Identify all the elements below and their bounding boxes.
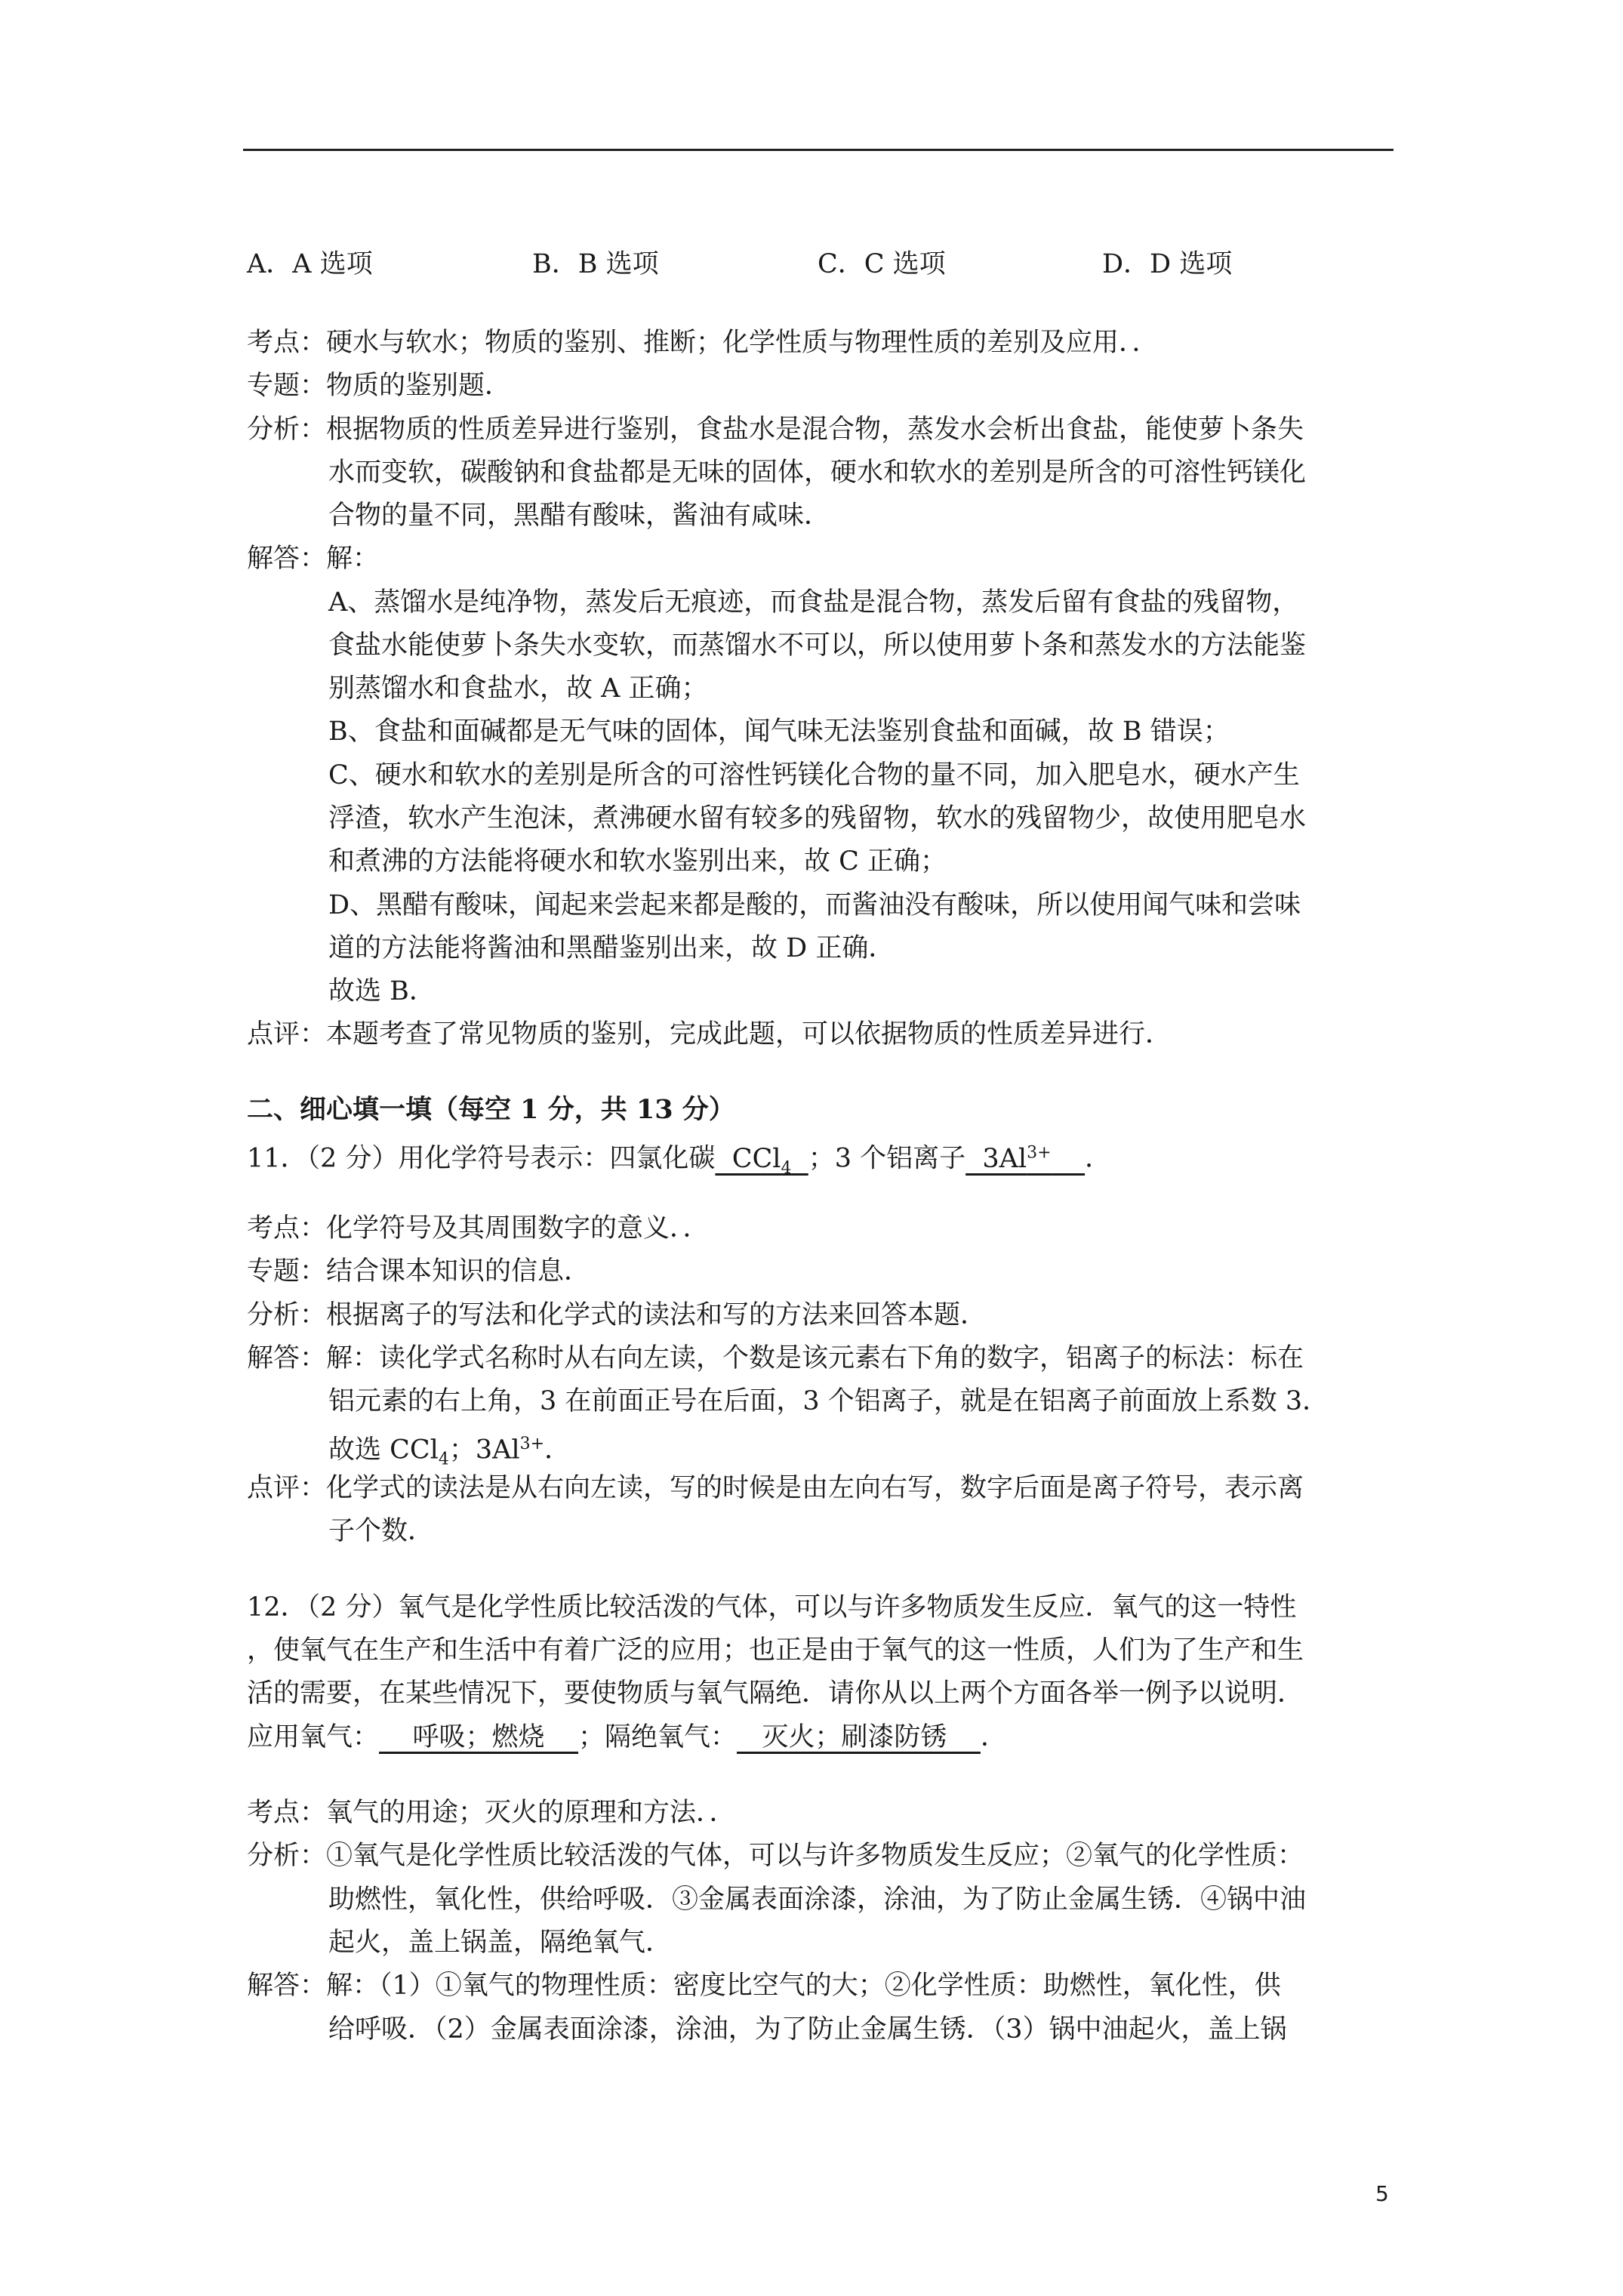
- q12-fenxi-1: 分析：①氧气是化学性质比较活泼的气体，可以与许多物质发生反应；②氧气的化学性质：: [247, 1841, 1304, 1871]
- q11-stem-a: 11．（2 分）用化学符号表示：四氯化碳: [247, 1143, 716, 1174]
- q10-jieda: 解答：解：: [247, 544, 380, 574]
- q12-use-label: 应用氧气：: [247, 1722, 380, 1752]
- q12-stem-3: 活的需要，在某些情况下，要使物质与氧气隔绝．请你从以上两个方面各举一例予以说明．: [247, 1678, 1304, 1709]
- q11-kaodian: 考点：化学符号及其周围数字的意义．．: [247, 1213, 710, 1244]
- q10-fenxi-1: 分析：根据物质的性质差异进行鉴别，食盐水是混合物，蒸发水会析出食盐，能使萝卜条失: [247, 415, 1304, 445]
- q10-fenxi-3: 合物的量不同，黑醋有酸味，酱油有咸味．: [328, 501, 831, 531]
- q12-end: ．: [980, 1722, 1007, 1752]
- section-heading: 二、细心填一填（每空 1 分，共 13 分）: [247, 1094, 735, 1125]
- q11-xuan-sup: 3+: [519, 1435, 545, 1453]
- q11-jieda-2: 铝元素的右上角，3 在前面正号在后面，3 个铝离子，就是在铝离子前面放上系数 3．: [328, 1386, 1329, 1416]
- page-number: 5: [1375, 2181, 1389, 2206]
- q10-dianping: 点评：本题考查了常见物质的鉴别，完成此题，可以依据物质的性质差异进行．: [247, 1019, 1172, 1049]
- q12-isolate-label: ；隔绝氧气：: [578, 1722, 738, 1752]
- q11-stem-c: ．: [1085, 1143, 1112, 1174]
- q11-xuan-sub: 4: [438, 1450, 449, 1469]
- q12-answer-line: [247, 1717, 1007, 1758]
- q11-ans1-text: CCl: [715, 1143, 781, 1174]
- q11-answer-ccl4: [715, 1143, 808, 1178]
- q12-fenxi-3: 起火，盖上锅盖，隔绝氧气．: [328, 1928, 673, 1958]
- q11-fenxi: 分析：根据离子的写法和化学式的读法和写的方法来回答本题．: [247, 1300, 987, 1330]
- option-d: D．D 选项: [1102, 249, 1233, 279]
- option-b: B．B 选项: [532, 249, 659, 279]
- q10-xuan: 故选 B．: [328, 976, 436, 1006]
- q11-zhuanti: 专题：结合课本知识的信息．: [247, 1256, 591, 1287]
- q11-xuan-pre: 故选 CCl: [328, 1435, 439, 1465]
- q10-fenxi-2: 水而变软，碳酸钠和食盐都是无味的固体，硬水和软水的差别是所含的可溶性钙镁化: [328, 458, 1307, 488]
- q11-xuan-post: ．: [544, 1435, 571, 1465]
- q12-stem-1: 12．（2 分）氧气是化学性质比较活泼的气体，可以与许多物质发生反应．氧气的这一特性: [247, 1592, 1297, 1623]
- q12-jieda-2: 给呼吸．（2）金属表面涂漆，涂油，为了防止金属生锈．（3）锅中油起火，盖上锅: [328, 2014, 1287, 2045]
- q11-dianping-2: 子个数．: [328, 1516, 435, 1546]
- q11-answer-al: [965, 1144, 1085, 1174]
- q10-c1: C、硬水和软水的差别是所含的可溶性钙镁化合物的量不同，加入肥皂水，硬水产生: [328, 760, 1300, 791]
- q10-d1: D、黑醋有酸味，闻起来尝起来都是酸的，而酱油没有酸味，所以使用闻气味和尝味: [328, 890, 1301, 920]
- q11-dianping-1: 点评：化学式的读法是从右向左读，写的时候是由左向右写，数字后面是离子符号，表示离: [247, 1473, 1304, 1503]
- q12-isolate-answer: 灭火；刷漆防锈: [737, 1722, 981, 1752]
- q12-jieda-1: 解答：解：（1）①氧气的物理性质：密度比空气的大；②化学性质：助燃性，氧化性，供: [247, 1971, 1281, 2001]
- q11-stem-b: ；3 个铝离子: [808, 1143, 966, 1174]
- q10-d2: 道的方法能将酱油和黑醋鉴别出来，故 D 正确．: [328, 933, 895, 963]
- q12-use-answer: 呼吸；燃烧: [379, 1722, 579, 1752]
- q10-c3: 和煮沸的方法能将硬水和软水鉴别出来，故 C 正确；: [328, 846, 947, 877]
- q11-stem: [247, 1133, 1111, 1189]
- q10-kaodian: 考点：硬水与软水；物质的鉴别、推断；化学性质与物理性质的差别及应用．．: [247, 328, 1159, 358]
- q10-a3: 别蒸馏水和食盐水，故 A 正确；: [328, 673, 708, 704]
- q10-b1: B、食盐和面碱都是无气味的固体，闻气味无法鉴别食盐和面碱，故 B 错误；: [328, 717, 1230, 747]
- q11-xuan-mid: ；3Al: [448, 1435, 520, 1465]
- q10-zhuanti: 专题：物质的鉴别题．: [247, 371, 512, 401]
- q10-c2: 浮渣，软水产生泡沫，煮沸硬水留有较多的残留物，软水的残留物少，故使用肥皂水: [328, 803, 1307, 834]
- q10-a2: 食盐水能使萝卜条失水变软，而蒸馏水不可以，所以使用萝卜条和蒸发水的方法能鉴: [328, 630, 1307, 661]
- q12-kaodian: 考点：氧气的用途；灭火的原理和方法．．: [247, 1798, 736, 1828]
- q10-a1: A、蒸馏水是纯净物，蒸发后无痕迹，而食盐是混合物，蒸发后留有食盐的残留物，: [328, 587, 1299, 618]
- q11-ans2-pad: [1052, 1144, 1086, 1174]
- q11-ans2-text: 3Al: [965, 1143, 1027, 1174]
- option-c: C．C 选项: [818, 249, 946, 279]
- q11-ans2-sup: 3+: [1027, 1143, 1052, 1162]
- q11-jieda-1: 解答：解：读化学式名称时从右向左读，个数是该元素右下角的数字，铝离子的标法：标在: [247, 1343, 1304, 1373]
- q11-ans1-pad: [791, 1144, 808, 1174]
- option-a: A．A 选项: [247, 249, 373, 279]
- q12-fenxi-2: 助燃性，氧化性，供给呼吸．③金属表面涂漆，涂油，为了防止金属生锈．④锅中油: [328, 1885, 1307, 1915]
- header-rule: [243, 149, 1394, 151]
- q12-stem-2: ，使氧气在生产和生活中有着广泛的应用；也正是由于氧气的这一性质，人们为了生产和生: [247, 1635, 1304, 1666]
- q11-ans1-sub: 4: [781, 1158, 792, 1178]
